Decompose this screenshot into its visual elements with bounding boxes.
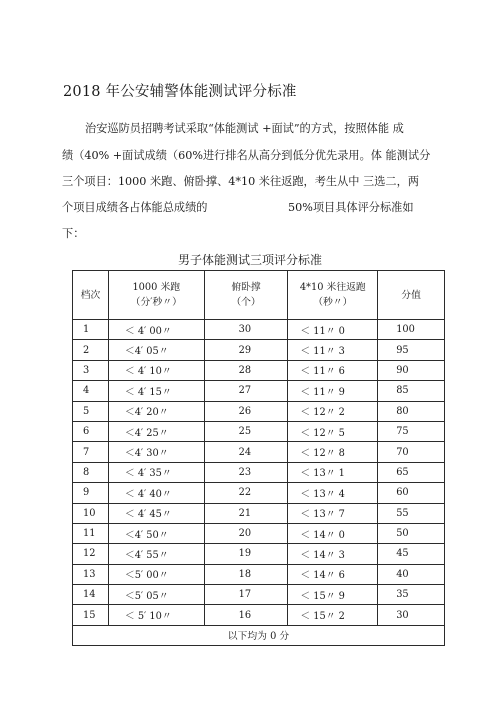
cell-shuttle-time: ＜ 12〃 5: [288, 421, 378, 441]
cell-score: 70: [378, 442, 445, 462]
cell-pushups: 25: [204, 421, 288, 441]
scoring-table: [72, 270, 445, 646]
header-shuttle-unit: （秒〃）: [313, 297, 353, 308]
table-row: [73, 340, 445, 360]
cell-level: 13: [73, 564, 109, 584]
cell-shuttle-time: ＜ 11〃 3: [288, 340, 378, 360]
table-row: [73, 523, 445, 543]
table-row: [73, 401, 445, 421]
cell-level: 15: [73, 605, 109, 625]
cell-score: 40: [378, 564, 445, 584]
cell-score: 45: [378, 544, 445, 564]
header-shuttle-label: 4*10 米往返跑: [299, 282, 366, 293]
cell-shuttle-time: ＜ 15〃 2: [288, 605, 378, 625]
cell-score: 95: [378, 340, 445, 360]
cell-shuttle-time: ＜ 15〃 9: [288, 585, 378, 605]
cell-1000m-time: ＜ 4′ 00〃: [108, 320, 204, 340]
cell-1000m-time: ＜ 5′ 10〃: [108, 605, 204, 625]
table-body: [73, 320, 445, 626]
intro-paragraph: [62, 116, 442, 246]
paragraph-line: 下：: [62, 227, 85, 240]
cell-shuttle-time: ＜ 12〃 2: [288, 401, 378, 421]
cell-pushups: 22: [204, 483, 288, 503]
cell-pushups: 21: [204, 503, 288, 523]
cell-level: 12: [73, 544, 109, 564]
table-row: [73, 462, 445, 482]
cell-score: 30: [378, 605, 445, 625]
header-pushups-label: 俯卧撑: [231, 282, 261, 293]
header-shuttle-run: [288, 271, 378, 320]
cell-pushups: 20: [204, 523, 288, 543]
table-header-row: [73, 271, 445, 320]
table-footer-row: [73, 625, 445, 645]
document-title: 2018 年公安辅警体能测试评分标准: [63, 84, 297, 100]
paragraph-line: 三个项目：1000 米跑、俯卧撑、4*10 米往返跑，考生从中 三选二，两: [62, 175, 419, 188]
table-title: 男子体能测试三项评分标准: [177, 253, 322, 267]
header-level: [73, 271, 109, 320]
header-level-label: 档次: [80, 289, 101, 301]
table-row: [73, 360, 445, 380]
cell-level: 8: [73, 462, 109, 482]
table-row: [73, 503, 445, 523]
paragraph-line: 个项目成绩各占体能总成绩的: [62, 201, 208, 214]
cell-shuttle-time: ＜ 11〃 0: [288, 320, 378, 340]
cell-pushups: 27: [204, 381, 288, 401]
cell-score: 65: [378, 462, 445, 482]
cell-score: 50: [378, 523, 445, 543]
header-pushups: [204, 271, 288, 320]
cell-level: 14: [73, 585, 109, 605]
table-row: [73, 483, 445, 503]
paragraph-line: 治安巡防员招聘考试采取“体能测试 +面试”的方式，按照体能 成: [85, 122, 404, 135]
cell-score: 75: [378, 421, 445, 441]
cell-1000m-time: ＜4′ 55〃: [108, 544, 204, 564]
cell-pushups: 18: [204, 564, 288, 584]
table-row: [73, 564, 445, 584]
cell-1000m-time: ＜ 4′ 35〃: [108, 462, 204, 482]
cell-shuttle-time: ＜ 13〃 1: [288, 462, 378, 482]
cell-1000m-time: ＜4′ 50〃: [108, 523, 204, 543]
table-row: [73, 585, 445, 605]
cell-shuttle-time: ＜ 11〃 9: [288, 381, 378, 401]
cell-shuttle-time: ＜ 14〃 6: [288, 564, 378, 584]
header-score-label: 分值: [401, 289, 421, 301]
cell-score: 85: [378, 381, 445, 401]
table-footer-note: 以下均为 0 分: [73, 625, 445, 645]
cell-score: 80: [378, 401, 445, 421]
cell-1000m-time: ＜5′ 05〃: [108, 585, 204, 605]
cell-level: 4: [73, 381, 109, 401]
cell-score: 100: [378, 320, 445, 340]
cell-pushups: 26: [204, 401, 288, 421]
cell-shuttle-time: ＜ 12〃 8: [288, 442, 378, 462]
cell-pushups: 23: [204, 462, 288, 482]
cell-score: 60: [378, 483, 445, 503]
table-row: [73, 605, 445, 625]
cell-1000m-time: ＜5′ 00〃: [108, 564, 204, 584]
table-row: [73, 442, 445, 462]
cell-level: 9: [73, 483, 109, 503]
table-row: [73, 320, 445, 340]
cell-shuttle-time: ＜ 13〃 4: [288, 483, 378, 503]
cell-level: 5: [73, 401, 109, 421]
paragraph-line: 50%项目具体评分标准如: [288, 201, 414, 214]
cell-1000m-time: ＜ 4′ 10〃: [108, 360, 204, 380]
cell-pushups: 19: [204, 544, 288, 564]
cell-shuttle-time: ＜ 11〃 6: [288, 360, 378, 380]
cell-level: 6: [73, 421, 109, 441]
cell-1000m-time: ＜4′ 30〃: [108, 442, 204, 462]
header-1000m-unit: （分′秒〃）: [130, 297, 182, 308]
cell-level: 2: [73, 340, 109, 360]
cell-level: 3: [73, 360, 109, 380]
cell-pushups: 17: [204, 585, 288, 605]
table-row: [73, 544, 445, 564]
cell-level: 10: [73, 503, 109, 523]
cell-1000m-time: ＜4′ 20〃: [108, 401, 204, 421]
table-row: [73, 421, 445, 441]
header-1000m-label: 1000 米跑: [132, 282, 181, 293]
cell-level: 7: [73, 442, 109, 462]
cell-1000m-time: ＜4′ 05〃: [108, 340, 204, 360]
cell-level: 1: [73, 320, 109, 340]
header-score: [378, 271, 445, 320]
cell-1000m-time: ＜ 4′ 45〃: [108, 503, 204, 523]
cell-1000m-time: ＜4′ 25〃: [108, 421, 204, 441]
cell-shuttle-time: ＜ 13〃 7: [288, 503, 378, 523]
cell-1000m-time: ＜ 4′ 40〃: [108, 483, 204, 503]
cell-pushups: 24: [204, 442, 288, 462]
cell-pushups: 16: [204, 605, 288, 625]
header-1000m-run: [108, 271, 204, 320]
cell-score: 55: [378, 503, 445, 523]
cell-pushups: 30: [204, 320, 288, 340]
cell-score: 90: [378, 360, 445, 380]
cell-pushups: 29: [204, 340, 288, 360]
header-pushups-unit: （个）: [231, 297, 261, 308]
cell-score: 35: [378, 585, 445, 605]
cell-pushups: 28: [204, 360, 288, 380]
table-row: [73, 381, 445, 401]
paragraph-line: 绩（40% +面试成绩（60%进行排名从高分到低分优先录用。体 能测试分: [62, 149, 431, 162]
cell-shuttle-time: ＜ 14〃 0: [288, 523, 378, 543]
cell-level: 11: [73, 523, 109, 543]
cell-1000m-time: ＜ 4′ 15〃: [108, 381, 204, 401]
cell-shuttle-time: ＜ 14〃 3: [288, 544, 378, 564]
